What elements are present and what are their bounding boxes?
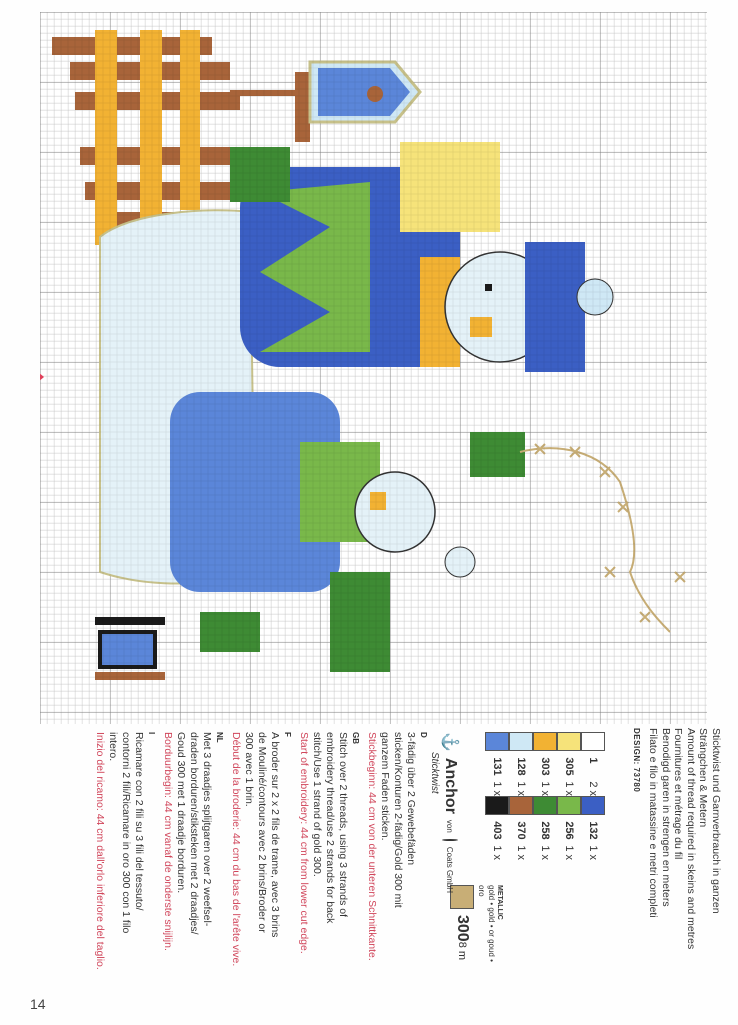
- instruction-line: Met 3 draadjes splijtgaren over 2 weefsel-: [201, 732, 213, 927]
- swatch-131: [485, 732, 509, 751]
- legend-item: [557, 796, 581, 860]
- swatch-370: [509, 796, 533, 815]
- section-d: [365, 732, 417, 1012]
- header-line: Sticktwist und Garnverbrauch in ganzen: [710, 728, 722, 914]
- instruction-start: Début de la broderie: 44 cm du bas de l'arête vive.: [230, 732, 242, 967]
- instruction-start: Borduurbegin: 44 cm vanaf de onderste snijlijn.: [162, 732, 174, 951]
- legend-item: [581, 732, 605, 796]
- section-label-nl: NL: [215, 732, 224, 743]
- section-label-f: F: [283, 732, 292, 737]
- thread-code: 258: [539, 821, 551, 840]
- page-number: 14: [30, 996, 46, 1012]
- swatch-305: [557, 732, 581, 751]
- header-line: Fournitures et métrage du fil: [672, 728, 685, 860]
- section-i: [93, 732, 145, 1012]
- thread-code: 1: [587, 757, 599, 764]
- legend-item: [533, 732, 557, 796]
- thread-code: 131: [491, 757, 503, 776]
- instruction-line: ganzem Faden sticken.: [379, 732, 391, 841]
- swatch-403: [485, 796, 509, 815]
- legend-item: [509, 732, 533, 796]
- thread-qty: 8 m: [456, 941, 468, 961]
- legend-row: [533, 732, 557, 860]
- section-label-i: I: [147, 732, 156, 735]
- thread-qty: 1 x: [539, 781, 551, 796]
- instruction-line: embroidery thread/use 2 strands for back: [324, 732, 336, 924]
- metallic-legend: [450, 885, 503, 1025]
- thread-qty: 1 x: [515, 845, 527, 860]
- instruction-line: de Mouliné/contours avec 2 brins/Broder or: [256, 732, 268, 933]
- instruction-start: Start of embroidery: 44 cm from lower cut edge.: [298, 732, 310, 954]
- swatch-1: [581, 732, 605, 751]
- instruction-line: Ricamare con 2 fili su 3 fili del tessuto/: [133, 732, 145, 911]
- instruction-start: Inizio del ricamo: 44 cm dall'orlo inferiore del taglio.: [94, 732, 106, 970]
- legend-panel: [632, 728, 722, 1008]
- anchor-icon: ⚓: [441, 732, 458, 752]
- brand-name: Anchor: [442, 757, 459, 814]
- thread-code: 128: [515, 757, 527, 776]
- thread-qty: 1 x: [491, 781, 503, 796]
- instruction-line: 300 avec 1 brin.: [243, 732, 255, 807]
- thread-code: 403: [491, 821, 503, 840]
- instruction-line: stitch/Use 1 strand of gold 300.: [311, 732, 323, 877]
- legend-item: [509, 796, 533, 860]
- brand-sub: Sticktwist: [429, 752, 440, 794]
- section-gb: [297, 732, 349, 1012]
- thread-qty: 1 x: [563, 781, 575, 796]
- thread-header: [647, 728, 722, 1008]
- thread-code: 300: [454, 915, 471, 942]
- cross-stitch-chart: [40, 12, 707, 724]
- section-f: [229, 732, 281, 1012]
- thread-qty: 1 x: [539, 845, 551, 860]
- instructions: [93, 732, 430, 1012]
- instruction-line: A broder sur 2 x 2 fils de trame, avec 3 brins: [269, 732, 281, 938]
- swatch-258: [533, 796, 557, 815]
- thread-qty: 1 x: [587, 845, 599, 860]
- design-label: DESIGN: 73780: [632, 728, 641, 793]
- legend-item: [533, 796, 557, 860]
- thread-qty: 2 x: [587, 781, 599, 796]
- color-legend: [485, 732, 605, 860]
- header-line: Benodigd garen in strengen en meters: [660, 728, 672, 907]
- legend-item: [485, 796, 509, 860]
- instruction-line: 3-fädig über 2 Gewebefäden: [405, 732, 417, 866]
- thread-qty: 1 x: [563, 845, 575, 860]
- brand-company: Coats GmbH: [445, 846, 455, 894]
- anchor-brand: [429, 732, 460, 894]
- swatch-303: [533, 732, 557, 751]
- metallic-label: METALLIC: [496, 885, 503, 920]
- swatch-128: [509, 732, 533, 751]
- legend-row: [581, 732, 605, 860]
- brand-von: von: [445, 819, 455, 833]
- instruction-line: Stitch over 2 threads, using 3 strands of: [337, 732, 349, 918]
- instruction-line: sticken/Konturen 2-fädig/Gold 300 mit: [392, 732, 404, 908]
- legend-item: [581, 796, 605, 860]
- swatch-132: [581, 796, 605, 815]
- thread-code: 303: [539, 757, 551, 776]
- swatch-256: [557, 796, 581, 815]
- instruction-line: draden borduren/stiksteken met 2 draadjes/: [188, 732, 200, 935]
- thread-code: 256: [563, 821, 575, 840]
- metallic-desc: gold • gold • or goud • oro: [477, 885, 496, 962]
- section-nl: [161, 732, 213, 1012]
- coats-logo-icon: [442, 839, 458, 841]
- instruction-line: Goud 300 met 1 draadje borduren.: [175, 732, 187, 894]
- header-line: Strängchen & Metern: [697, 728, 710, 828]
- instruction-line: contorni 2 fili/Ricamare in oro 300 con 1 filo: [120, 732, 132, 934]
- section-label-d: D: [419, 732, 428, 738]
- legend-item: [485, 732, 509, 796]
- legend-item: [557, 732, 581, 796]
- legend-row: [509, 732, 533, 860]
- legend-row: [485, 732, 509, 860]
- thread-code: 370: [515, 821, 527, 840]
- legend-row: [557, 732, 581, 860]
- header-line: Amount of thread required in skeins and metres: [685, 728, 697, 950]
- thread-code: 305: [563, 757, 575, 776]
- thread-qty: 1 x: [491, 845, 503, 860]
- section-label-gb: GB: [351, 732, 360, 744]
- header-line: Filato e filo in matassine e metri completi: [647, 728, 660, 918]
- thread-code: 132: [587, 821, 599, 840]
- metallic-row: [450, 885, 474, 1025]
- instruction-start: Stickbeginn: 44 cm von der unteren Schnittkante.: [366, 732, 378, 961]
- instruction-line: intero.: [107, 732, 119, 762]
- thread-qty: 1 x: [515, 781, 527, 796]
